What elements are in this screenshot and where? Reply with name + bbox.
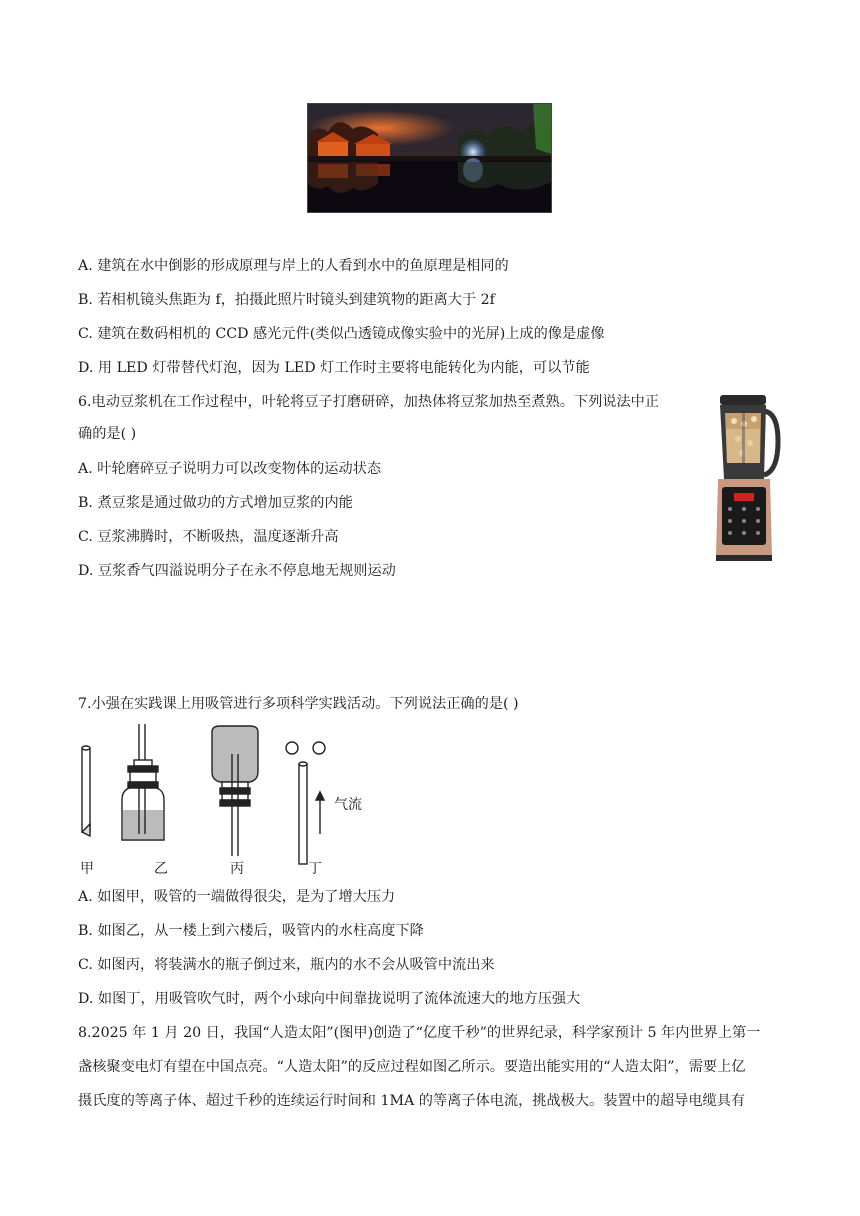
q6-stem-line1: 6.电动豆浆机在工作过程中，叶轮将豆子打磨研碎，加热体将豆浆加热至煮熟。下列说法中正: [78, 394, 660, 410]
fig-jia-straw: [82, 746, 90, 836]
q6-option-b: B. 煮豆浆是通过做功的方式增加豆浆的内能: [78, 495, 353, 511]
fig-label-bing: 丙: [230, 861, 244, 877]
straw-experiments-figure: [74, 724, 374, 880]
fig-ding-balls: [286, 742, 325, 864]
q6-option-a: A. 叶轮磨碎豆子说明力可以改变物体的运动状态: [78, 461, 382, 477]
q8-line3: 摄氏度的等离子体、超过千秒的连续运行时间和 1MA 的等离子体电流，挑战极大。装置中的超导电缆具有: [78, 1093, 746, 1109]
fig-label-yi: 乙: [154, 861, 168, 877]
fig-label-ding: 丁: [308, 861, 322, 877]
q7-option-c: C. 如图丙，将装满水的瓶子倒过来，瓶内的水不会从吸管中流出来: [78, 957, 495, 973]
q7-option-b: B. 如图乙，从一楼上到六楼后，吸管内的水柱高度下降: [78, 923, 424, 939]
q8-line2: 盏核聚变电灯有望在中国点亮。“人造太阳”的反应过程如图乙所示。要造出能实用的“人造太阳”，需要上亿: [78, 1059, 746, 1075]
q6-option-d: D. 豆浆香气四溢说明分子在永不停息地无规则运动: [78, 563, 396, 579]
fig-label-jia: 甲: [80, 861, 94, 877]
q6-stem-line2: 确的是( ): [78, 426, 137, 442]
soymilk-maker-image: [712, 391, 782, 563]
night-lake-photo: [307, 103, 552, 213]
fig-bing-inverted-bottle: [212, 726, 258, 856]
fig-yi-bottle: [122, 724, 164, 840]
airflow-label: 气流: [334, 797, 362, 813]
q5-option-d: D. 用 LED 灯带替代灯泡，因为 LED 灯工作时主要将电能转化为内能，可以节能: [78, 360, 590, 376]
q6-option-c: C. 豆浆沸腾时，不断吸热，温度逐渐升高: [78, 529, 339, 545]
q7-option-d: D. 如图丁，用吸管吹气时，两个小球向中间靠拢说明了流体流速大的地方压强大: [78, 991, 581, 1007]
q7-stem: 7.小强在实践课上用吸管进行多项科学实践活动。下列说法正确的是( ): [78, 696, 519, 712]
q7-option-a: A. 如图甲，吸管的一端做得很尖，是为了增大压力: [78, 889, 396, 905]
q8-line1: 8.2025 年 1 月 20 日，我国“人造太阳”(图甲)创造了“亿度千秒”的世界纪录，科学家预计 5 年内世界上第一: [78, 1025, 761, 1041]
q5-option-a: A. 建筑在水中倒影的形成原理与岸上的人看到水中的鱼原理是相同的: [78, 258, 509, 274]
q5-option-b: B. 若相机镜头焦距为 f，拍摄此照片时镜头到建筑物的距离大于 2f: [78, 292, 495, 308]
q5-option-c: C. 建筑在数码相机的 CCD 感光元件(类似凸透镜成像实验中的光屏)上成的像是虚像: [78, 326, 605, 342]
